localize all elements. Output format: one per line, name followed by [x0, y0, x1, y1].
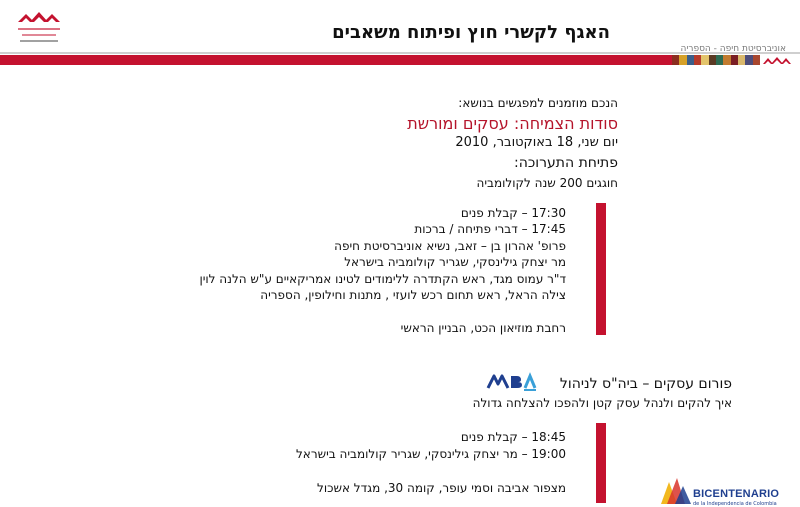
bicentenario-subtitle: de la Independencia de Colombia [693, 501, 777, 507]
event-topic: סודות הצמיחה: עסקים ומורשת [407, 114, 618, 133]
forum-subtitle: איך להקים ולנהל עסק קטן ולהפכו להצלחה גדולה [472, 396, 732, 410]
schedule-item: 17:45 – דברי פתיחה / ברכות [414, 222, 566, 236]
event-location: מצפור אביבה וסמי עופר, קומה 30, מגדל אשכול [317, 481, 566, 495]
schedule-item: 19:00 – מר יצחק גילינסקי, שגריר קולומביה בישראל [295, 447, 566, 461]
bicentenario-title: BICENTENARIO [693, 488, 780, 500]
schedule-item: 18:45 – קבלת פנים [460, 430, 566, 444]
page-title: האגף לקשרי חוץ ופיתוח משאבים [332, 22, 610, 43]
header-subtitle: אוניברסיטת חיפה - הספריה [680, 44, 786, 54]
university-small-logo [762, 55, 792, 65]
exhibit-subtitle: חוגגים 200 שנה לקולומביה [476, 176, 618, 190]
exhibit-heading: פתיחת התערוכה: [514, 155, 618, 171]
schedule-accent-bar [596, 423, 606, 503]
schedule-accent-bar [596, 203, 606, 335]
schedule-item: 17:30 – קבלת פנים [460, 206, 566, 220]
university-of-haifa-logo [16, 8, 62, 48]
event-location: רחבת מוזיאון הכט, הבניין הראשי [400, 321, 566, 335]
schedule-item: מר יצחק גילינסקי, שגריר קולומביה בישראל [344, 255, 566, 269]
header-red-band [0, 55, 672, 65]
event-date: יום שני, 18 באוקטובר, 2010 [455, 135, 618, 150]
forum-heading: פורום עסקים – ביה"ס לניהול [559, 376, 732, 392]
invite-text: הנכם מוזמנים למפגשים בנושא: [458, 96, 618, 110]
mba-school-logo [486, 372, 538, 392]
schedule-item: ד"ר עמוס מגד, ראש הקתדרה ללימודים לטינו אמריקאיים ע"ש הלנה לוין [199, 272, 566, 286]
schedule-item: צילה הראל, ראש תחום רכש לועזי , מתנות וחילופין, הספריה [260, 288, 566, 302]
books-strip-image [672, 55, 760, 65]
schedule-item: פרופ' אהרון בן – זאב, נשיא אוניברסיטת חיפה [334, 239, 566, 253]
